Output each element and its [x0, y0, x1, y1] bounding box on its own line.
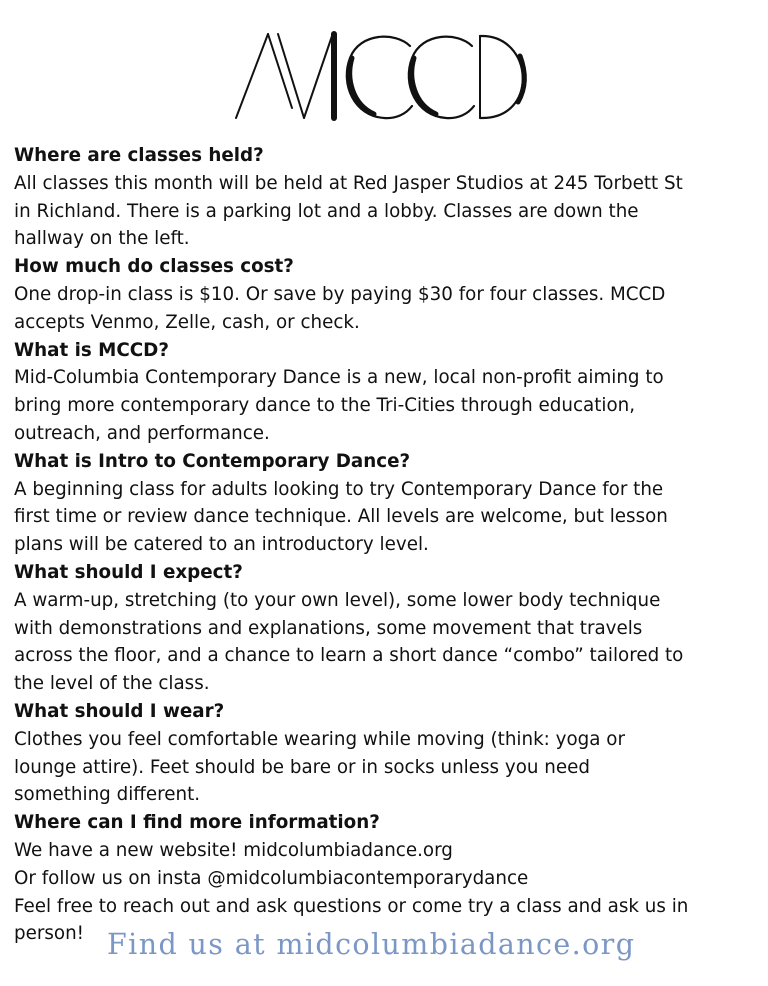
faq-answer-line: person!: [14, 923, 84, 945]
faq-answer-line: bring more contemporary dance to the Tri-Cities through education,: [14, 395, 636, 417]
faq-question: What should I expect?: [14, 561, 243, 583]
faq-answer-line: Clothes you feel comfortable wearing while moving (think: yoga or: [14, 728, 625, 750]
faq-answer: [14, 364, 754, 447]
faq-answer-line: A beginning class for adults looking to try Contemporary Dance for the: [14, 478, 664, 500]
footer-website: Find us at midcolumbiadance.org: [107, 928, 636, 961]
faq-answer-line: accepts Venmo, Zelle, cash, or check.: [14, 311, 360, 333]
faq-answer-line: in Richland. There is a parking lot and a lobby. Classes are down the: [14, 200, 639, 222]
faq-answer-line: first time or review dance technique. All levels are welcome, but lesson: [14, 506, 668, 528]
faq-section: [14, 142, 754, 948]
faq-answer-line: hallway on the left.: [14, 228, 190, 250]
mccd-logo-mark: [234, 28, 534, 124]
faq-answer-line: outreach, and performance.: [14, 422, 270, 444]
faq-question: What is Intro to Contemporary Dance?: [14, 450, 411, 472]
faq-answer-line: Mid-Columbia Contemporary Dance is a new, local non-profit aiming to: [14, 367, 664, 389]
faq-answer-line: across the floor, and a chance to learn a short dance “combo” tailored to: [14, 645, 684, 667]
faq-answer: [14, 476, 754, 559]
faq-answer-line: Feel free to reach out and ask questions or come try a class and ask us in: [14, 895, 689, 917]
faq-question: Where can I find more information?: [14, 812, 380, 834]
faq-answer: [14, 170, 754, 253]
faq-answer-line: something different.: [14, 784, 201, 806]
mccd-logo: [0, 28, 768, 124]
faq-answer-line: Or follow us on insta @midcolumbiacontemporarydance: [14, 867, 529, 889]
faq-answer-line: One drop-in class is $10. Or save by paying $30 for four classes. MCCD: [14, 283, 666, 305]
faq-answer: [14, 281, 754, 337]
faq-answer-line: All classes this month will be held at Red Jasper Studios at 245 Torbett St: [14, 172, 683, 194]
faq-answer-line: plans will be catered to an introductory level.: [14, 534, 429, 556]
faq-answer: [14, 726, 754, 809]
faq-answer-line: lounge attire). Feet should be bare or in socks unless you need: [14, 756, 590, 778]
faq-answer: [14, 587, 754, 698]
faq-answer-line: A warm-up, stretching (to your own level), some lower body technique: [14, 589, 661, 611]
faq-answer-line: We have a new website! midcolumbiadance.org: [14, 839, 453, 861]
faq-answer-line: with demonstrations and explanations, some movement that travels: [14, 617, 643, 639]
faq-answer-line: the level of the class.: [14, 673, 210, 695]
faq-question: How much do classes cost?: [14, 256, 294, 278]
faq-question: Where are classes held?: [14, 145, 264, 166]
faq-question: What should I wear?: [14, 700, 225, 722]
faq-question: What is MCCD?: [14, 339, 169, 361]
